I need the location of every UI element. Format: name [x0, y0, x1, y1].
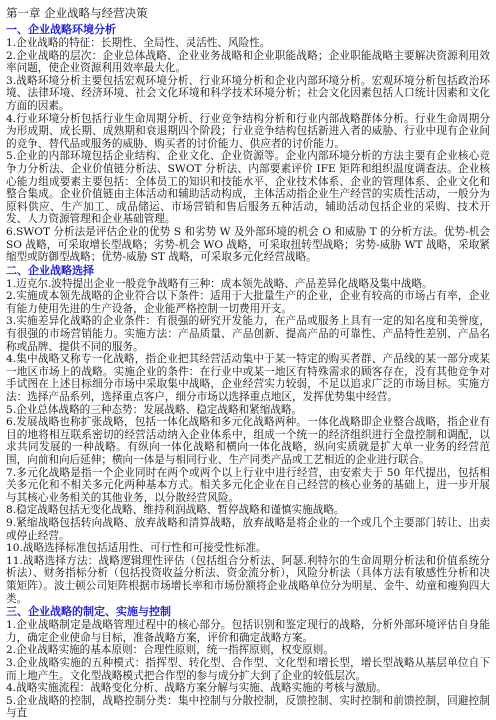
paragraph: 4.集中战略又称专一化战略，指企业把其经营活动集中于某一特定的购买者群、产品线的某一部分或某一地区市场上的战略。实施企业的条件：在行业中或某一地区有特殊需求的顾客存在，没有其他竞争对手试图在上述目标细分市场中采取集中战略，企业经营实力较弱，不足以追求广泛的市场目标。实施方法：选择产品系列，选择重点客户，细分市场以选择重点地区，发挥优势集中经营。	[6, 353, 490, 404]
paragraph: 5.企业战略的控制，战略控制分类：集中控制与分散控制，反馈控制、实时控制和前馈控制，回避控制与直	[6, 694, 490, 720]
paragraph: 2.企业战略实施的基本原则：合理性原则，统一指挥原则，权变原则。	[6, 644, 334, 657]
paragraph: 11.战略选择方法：战略逻辑理性评估（包括组合分析法、阿瑟.利特尔的生命周期分析法和价值系统分析法）、财务指标分析（包括投资收益分析法、资金流分析），风险分析法（具体方法有敏感性分析和决策矩阵）。波士顿公司矩阵根据市场增长率和市场份额将企业战略单位分为明星、金牛、幼童和瘦狗四大类。	[6, 554, 490, 605]
paragraph: 1.迈克尔.波特提出企业一般竞争战略有三种：成本领先战略、产品差异化战略及集中战略。	[6, 277, 433, 290]
paragraph: 1.企业战略的特征：长期性、全局性、灵活性、风险性。	[6, 37, 271, 49]
paragraph: 4.行业环境分析包括行业生命周期分析、行业竞争结构分析和行业内部战略群体分析。行业生命周期分为形成期、成长期、成熟期和衰退期四个阶段；行业竞争结构包括新进入者的威胁、行业中现有企业间的竞争、替代品或服务的威胁、购买者的讨价能力、供应者的讨价能力。	[6, 112, 490, 150]
paragraph: 5.企业的内部环境包括企业结构、企业文化、企业资源等。企业内部环境分析的方法主要有企业核心竞争力分析法、企业价值链分析法、SWOT 分析法、内部要素评价 IFE 矩阵和组织温度调查法。企业核心能力组成要素主要包括：全体员工的知识和技能水平、企业技术体系、企业的管理体系、企业文化和整合集成。企业价值链由主体活动和辅助活动构成，主体活动指企业生产经营的实质性活动，一般分为原料供应、生产加工、成品储运、市场营销和售后服务五种活动，辅助活动包括企业的采购、技术开发、人力资源管理和企业基础管理。	[6, 150, 490, 226]
paragraph: 6.SWOT 分析法是评估企业的优势 S 和劣势 W 及外部环境的机会 O 和威胁 T 的分析方法。优势-机会 SO 战略，可采取增长型战略；劣势-机会 WO 战略，可采取扭转型战略；劣势-威胁 WT 战略，采取紧缩型或防御型战略；优势-威胁 ST 战略，可采取多元化经营战略。	[6, 225, 490, 264]
paragraph: 2.企业战略的层次：企业总体战略、企业业务战略和企业职能战略；企业职能战略主要解决资源利用效率问题，使企业资源利用效率最大化。	[6, 49, 490, 75]
paragraph: 2.实施成本领先战略的企业符合以下条件：适用于大批量生产的企业，企业有较高的市场占有率，企业有能力使用先进的生产设备，企业能严格控制一切费用开支。	[6, 290, 490, 315]
paragraph: 10.战略选择标准包括适用性、可行性和可接受性标准。	[6, 542, 267, 555]
paragraph: 7.多元化战略是指一个企业同时在两个或两个以上行业中进行经营，由安索夫于 50 年代提出，包括相关多元化和不相关多元化两种基本方式。相关多元化企业在自己经营的核心业务的基础上，进一步开展与其核心业务相关的其他业务，以分散经营风险。	[6, 466, 490, 504]
section-heading-2: 二、企业战略选择	[6, 263, 94, 277]
paragraph: 4.战略实施流程：战略变化分析、战略方案分解与实施、战略实施的考核与激励。	[6, 682, 387, 695]
paragraph: 6.发展战略也称扩张战略，包括一体化战略和多元化战略两种。一体化战略即企业整合战略，指企业有目的地将相互联系密切的经营活动纳入企业体系中，组成一个统一的经济组织进行全盘控制和调配，以求共同发展的一种战略。有纵向一体化战略和横向一体化战略，纵向实质就是扩大单一业务的经营范围，向前和向后延伸；横向一体是与相同行业、生产同类产品或工艺相近的企业进行联合。	[6, 416, 490, 466]
paragraph: 8.稳定战略包括无变化战略、维持利润战略、暂停战略和谨慎实施战略。	[6, 504, 345, 517]
section-heading-1: 一、企业战略环境分析	[6, 23, 116, 36]
paragraph: 1.企业战略制定是战略管理过程中的核心部分。包括识别和鉴定现行的战略，分析外部环境评估自身能力，确定企业使命与目标，准备战略方案，评价和确定战略方案。	[6, 619, 490, 644]
paragraph: 3.实施差异化战略的企业条件：有很强的研究开发能力，在产品或服务上具有一定的知名度和美誉度，有很强的市场营销能力。实施方法：产品质量、产品创新、提高产品的可靠性、产品特性差别、产品名称或品牌、提供不同的服务。	[6, 315, 490, 353]
paragraph: 5.企业总体战略的三种态势：发展战略、稳定战略和紧缩战略。	[6, 403, 303, 416]
section-heading-3: 三、企业战略的制定、实施与控制	[6, 605, 171, 619]
document-page	[6, 6, 490, 720]
paragraph: 3.企业战略实施的五种模式：指挥型、转化型、合作型、文化型和增长型，增长型战略从基层单位自下而上地产生。文化型战略模式把合作型的参与成分扩大到了企业的较低层次。	[6, 656, 490, 682]
paragraph: 9.紧缩战略包括转向战略、放弃战略和清算战略，放弃战略是将企业的一个或几个主要部门转让、出卖或停止经营。	[6, 516, 490, 542]
paragraph: 3.战略环境分析主要包括宏观环境分析、行业环境分析和企业内部环境分析。宏观环境分析包括政治环境、法律环境、经济环境、社会文化环境和科学技术环境分析；社会文化因素包括人口统计因素和文化方面的因素。	[6, 74, 490, 112]
chapter-title: 第一章 企业战略与经营决策	[6, 6, 148, 20]
